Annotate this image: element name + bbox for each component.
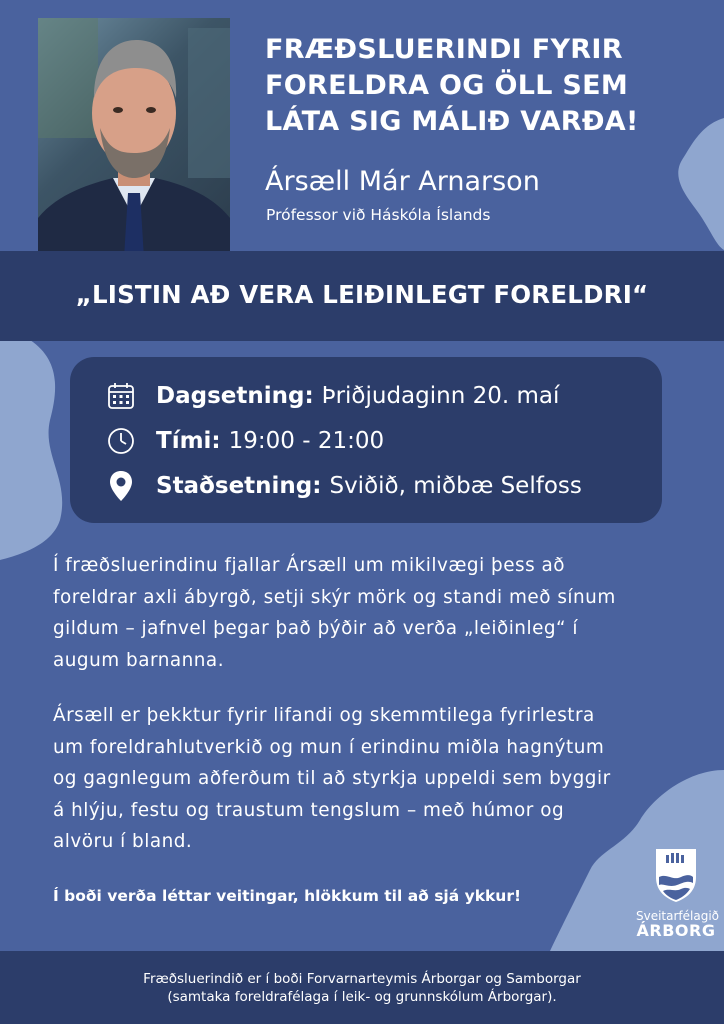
- speaker-photo: [38, 18, 230, 268]
- location-pin-icon: [103, 470, 139, 502]
- logo-line-1: Sveitarfélagið: [636, 909, 720, 923]
- speaker-title: Prófessor við Háskóla Íslands: [266, 206, 491, 224]
- paragraph-line: um foreldrahlutverkið og mun í erindinu miðla hagnýtum: [53, 736, 605, 758]
- calendar-icon: [103, 380, 139, 412]
- paragraph-line: gildum – jafnvel þegar það þýðir að verða „leiðinleg“ í: [53, 618, 579, 639]
- speaker-name: Ársæll Már Arnarson: [265, 166, 540, 197]
- time-row: [103, 425, 384, 457]
- arborg-shield-icon: [653, 847, 699, 903]
- paragraph-line: Ársæll er þekktur fyrir lifandi og skemmtilega fyrirlestra: [53, 705, 595, 726]
- place-label: Staðsetning:: [156, 473, 322, 499]
- date-row: [103, 380, 559, 412]
- headline: FRÆÐSLUERINDI FYRIR FORELDRA OG ÖLL SEM LÁTA SIG MÁLIÐ VARÐA!: [265, 34, 639, 137]
- date-label: Dagsetning:: [156, 383, 314, 409]
- paragraph-line: alvöru í bland.: [53, 831, 193, 852]
- paragraph-line: Í fræðsluerindinu fjallar Ársæll um mikilvægi þess að: [53, 555, 566, 576]
- time-label: Tími:: [156, 428, 221, 454]
- footer-text: [0, 970, 724, 1006]
- paragraph-line: á hlýju, festu og traustum tengslum – með húmor og: [53, 799, 565, 821]
- paragraph-1: [53, 550, 683, 676]
- paragraph-line: og gagnlegum aðferðum til að styrkja uppeldi sem byggir: [53, 768, 611, 789]
- refreshments-note: Í boði verða léttar veitingar, hlökkum til að sjá ykkur!: [53, 887, 522, 905]
- footer-line: (samtaka foreldrafélaga í leik- og grunnskólum Árborgar).: [167, 989, 557, 1005]
- place-value: Sviðið, miðbæ Selfoss: [329, 473, 582, 499]
- paragraph-line: augum barnanna.: [53, 649, 225, 671]
- talk-title: „LISTIN AÐ VERA LEIÐINLEGT FORELDRI“: [75, 280, 649, 309]
- clock-icon: [103, 425, 139, 457]
- paragraph-line: foreldrar axli ábyrgð, setji skýr mörk og standi með sínum: [53, 586, 616, 608]
- arborg-logo: [636, 847, 720, 942]
- footer-line: Fræðsluerindið er í boði Forvarnarteymis Árborgar og Samborgar: [143, 971, 581, 987]
- place-row: [103, 470, 582, 502]
- time-value: 19:00 - 21:00: [228, 428, 385, 454]
- logo-line-2: ÁRBORG: [636, 921, 716, 940]
- paragraph-2: [53, 700, 683, 858]
- date-value: Þriðjudaginn 20. maí: [321, 383, 560, 409]
